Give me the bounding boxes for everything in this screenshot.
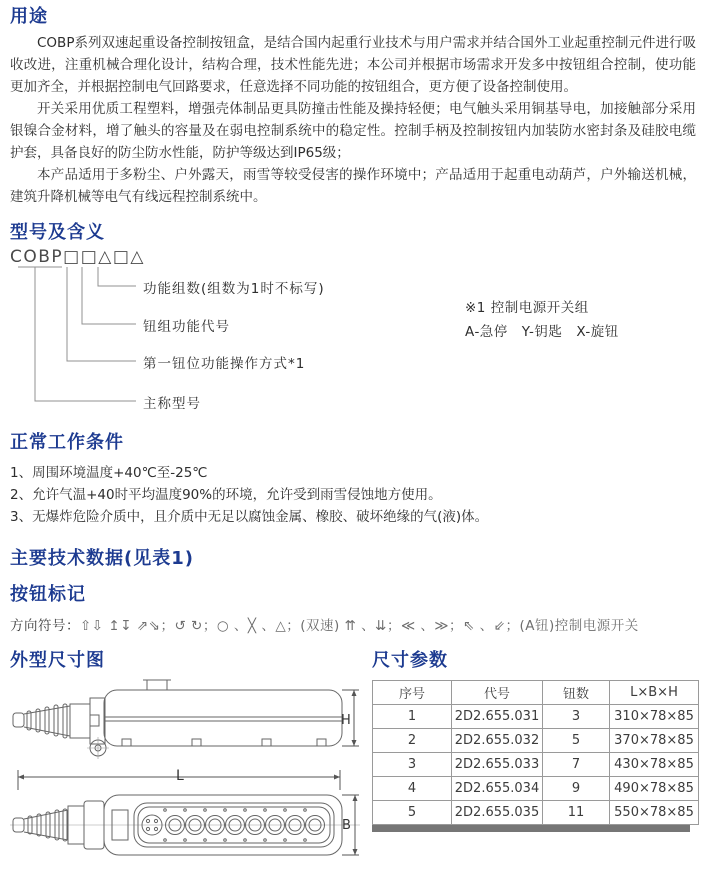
cell-index: 2 <box>373 729 452 753</box>
dimension-label-b: B <box>342 818 351 833</box>
usage-paragraphs <box>10 32 696 208</box>
table-header-row <box>373 681 699 705</box>
outline-drawing-column <box>10 650 362 860</box>
cell-count: 11 <box>543 801 610 825</box>
model-branch-label-groups: 功能组数(组数为1时不标写) <box>143 281 325 297</box>
section-heading-usage: 用途 <box>10 6 48 27</box>
usage-paragraph-2: 开关采用优质工程塑料，增强壳体制品更具防撞击性能及操持轻便；电气触头采用铜基导电，加接触部分采用银镍合金材料，增了触头的容量及在弱电控制系统中的稳定性。控制手柄及控制按钮内加装防水密封条及硅胶电缆护套，具备良好的防尘防水性能，防护等级达到IP65级； <box>10 101 696 161</box>
column-header-index: 序号 <box>373 681 452 705</box>
side-view-drawing <box>10 678 360 760</box>
section-heading-conditions: 正常工作条件 <box>10 432 124 453</box>
cell-index: 5 <box>373 801 452 825</box>
dimension-label-h: H <box>341 713 351 728</box>
model-note-line2: A-急停 Y-钥匙 X-旋钮 <box>465 324 619 340</box>
condition-item-2: 2、允许气温+40时平均温度90%的环境，允许受到雨雪侵蚀地方使用。 <box>10 487 442 503</box>
cell-count: 5 <box>543 729 610 753</box>
section-heading-dimensions: 尺寸参数 <box>372 650 448 671</box>
section-heading-outline: 外型尺寸图 <box>10 650 105 671</box>
table-row <box>373 777 699 801</box>
section-heading-techdata: 主要技术数据(见表1) <box>10 548 194 569</box>
dimension-table-column <box>372 650 699 860</box>
model-branch-label-main: 主称型号 <box>143 396 201 412</box>
cell-count: 3 <box>543 705 610 729</box>
cell-index: 4 <box>373 777 452 801</box>
usage-paragraph-3: 本产品适用于多粉尘、户外露天，雨雪等较受侵害的操作环境中；产品适用于起重电动葫芦，户外输送机械，建筑升降机械等电气有线远程控制系统中。 <box>10 167 696 205</box>
model-branch-label-firstbtn: 第一钮位功能操作方式*1 <box>143 356 306 372</box>
dimension-table <box>372 680 699 825</box>
cell-code: 2D2.655.034 <box>452 777 543 801</box>
usage-paragraph-1: COBP系列双速起重设备控制按钮盒，是结合国内起重行业技术与用户需求并结合国外工业起重控制元件进行吸收改进，注重机械合理化设计，结构合理，技术性能先进；本公司并根据市场需求开发多中按钮组合控制，使功能更加齐全，并根据控制电气回路要求，任意选择不同功能的按钮组合，更方便了设备控制使用。 <box>10 35 696 95</box>
cell-code: 2D2.655.035 <box>452 801 543 825</box>
table-row <box>373 801 699 825</box>
cell-size: 310×78×85 <box>610 705 699 729</box>
direction-symbols-icons: ⇧⇩ ↥↧ ⇗⇘；↺ ↻；○ 、╳ 、△；(双速) ⇈ 、⇊；≪ 、≫；⇖ 、⇙；(A钮)控制电源开关 <box>80 618 639 634</box>
column-header-size: L×B×H <box>610 681 699 705</box>
model-section <box>10 222 696 416</box>
model-code: COBP□□△□△ <box>10 247 145 267</box>
cell-size: 490×78×85 <box>610 777 699 801</box>
direction-symbols-label: 方向符号： <box>10 618 80 634</box>
cell-size: 430×78×85 <box>610 753 699 777</box>
model-note-line1: ※1 控制电源开关组 <box>465 300 589 316</box>
section-heading-marking: 按钮标记 <box>10 584 86 605</box>
cell-index: 3 <box>373 753 452 777</box>
table-row <box>373 729 699 753</box>
table-row <box>373 705 699 729</box>
table-row <box>373 753 699 777</box>
conditions-list <box>10 462 696 528</box>
cell-size: 370×78×85 <box>610 729 699 753</box>
condition-item-3: 3、无爆炸危险介质中，且介质中无足以腐蚀金属、橡胶、破坏绝缘的气(液)体。 <box>10 509 489 525</box>
cell-index: 1 <box>373 705 452 729</box>
section-heading-model: 型号及含义 <box>10 222 105 243</box>
cell-size: 550×78×85 <box>610 801 699 825</box>
cell-code: 2D2.655.033 <box>452 753 543 777</box>
column-header-count: 钮数 <box>543 681 610 705</box>
model-branch-label-code: 钮组功能代号 <box>143 319 230 335</box>
cell-count: 9 <box>543 777 610 801</box>
model-designation-diagram <box>10 248 696 416</box>
column-header-code: 代号 <box>452 681 543 705</box>
dimension-label-l: L <box>176 768 184 784</box>
table-cutoff-strip <box>372 825 690 832</box>
condition-item-1: 1、周围环境温度+40℃至-25℃ <box>10 465 208 481</box>
cell-code: 2D2.655.032 <box>452 729 543 753</box>
bottom-section <box>10 650 696 860</box>
cell-count: 7 <box>543 753 610 777</box>
top-view-drawing <box>10 768 360 860</box>
cell-code: 2D2.655.031 <box>452 705 543 729</box>
model-note <box>465 296 619 344</box>
direction-symbols-line <box>10 614 696 634</box>
